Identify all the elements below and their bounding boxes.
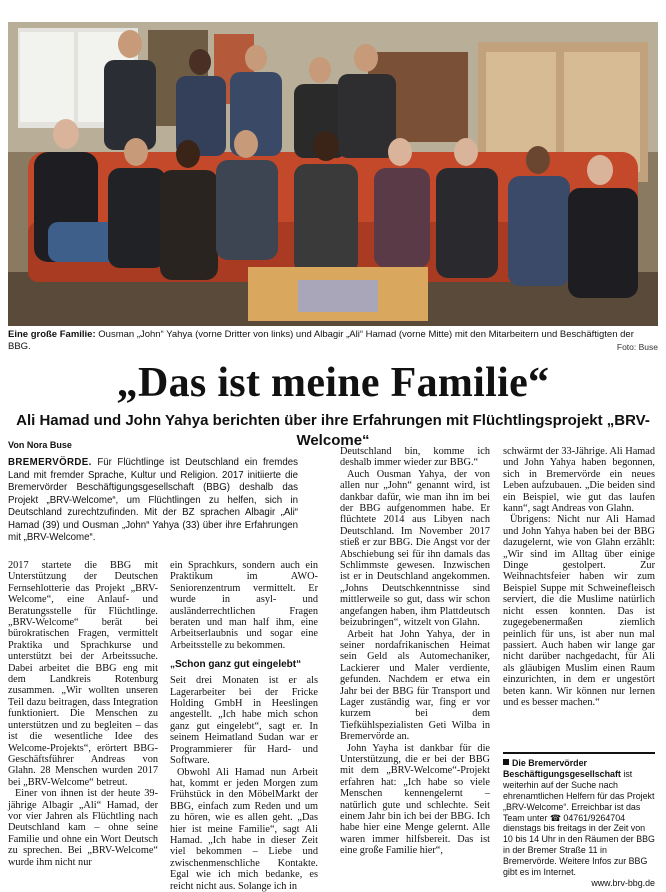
square-bullet-icon — [503, 759, 509, 765]
paragraph: John Yayha ist dankbar für die Unterstützung, die er bei der BBG mit dem „BRV-Welcome“-Projekt erfahren hat: „Ich habe so viele Menschen kennengelernt – natürlich gute und schlechte. Seit einem Jahr bin ich bei der BBG. Ich habe hier eine Menge gelernt. Alle waren immer hilfsbereit. Das ist eine große Familie hier“, — [340, 742, 490, 857]
paragraph: Arbeit hat John Yahya, der in seiner nordafrikanischen Heimat sein Geld als Automechaniker, Lackierer und Maler verdiente, gefunden. Nachdem er etwa ein Jahr bei der BBG für Transport und Lager zuständig war, fing er vor kurzem bei dem Tiefkühlspezialisten Geti Wilba in Bremervörde an. — [340, 628, 490, 743]
info-box — [503, 752, 655, 889]
info-box-title: Die Bremervörder Beschäftigungsgesellschaft — [503, 758, 621, 779]
info-box-text: ist weiterhin auf der Suche nach ehrenamtlichen Helfern für das Projekt „BRV-Welcome“. Erreichbar ist das Team unter ☎ 04761/9264704 dienstags bis freitags in der Zeit von 10 bis 14 Uhr in den Räumen der BBG in der Bremer Straße 11 in Bremervörde. Weitere Infos zur BBG gibt es im Internet. — [503, 768, 655, 878]
subheadline: Ali Hamad und John Yahya berichten über ihre Erfahrungen mit Flüchtlingsprojekt „BRV-Welcome“ — [16, 412, 650, 449]
photo-caption — [8, 329, 658, 352]
paragraph: schwärmt der 33-Jährige. Ali Hamad und John Yahya haben begonnen, sich in Bremervörde ein neues Leben aufzubauen. „Die beiden sind ein Beispiel, wie gut das laufen kann“, sagt Andreas von Glahn. — [503, 446, 655, 515]
intro-paragraph — [8, 457, 298, 545]
info-box-body — [503, 758, 655, 878]
paragraph: Deutschland bin, komme ich deshalb immer wieder zur BBG.“ — [340, 446, 490, 469]
paragraph: ein Sprachkurs, sondern auch ein Praktikum im AWO-Seniorenzentrum vermittelt. Er wurde in asyl- und ausländerrechtlichen Fragen beraten und man half ihm, eine Arbeitserlaubnis und sogar eine Arbeitsstelle zu bekommen. — [170, 560, 318, 651]
paragraph: Seit drei Monaten ist er als Lagerarbeiter bei der Fricke Holding GmbH in Heeslingen angestellt. „Ich habe mich schon ganz gut eingelebt“, sagt er. In seinem Heimatland Sudan war er Programmierer für Hard- und Software. — [170, 675, 318, 767]
caption-text: Ousman „John“ Yahya (vorne Dritter von links) und Albagir „Ali“ Hamad (vorne Mitte) mit den Mitarbeitern und Beschäftigten der BBG. — [8, 329, 634, 352]
paragraph: Übrigens: Nicht nur Ali Hamad und John Yahya haben bei der BBG dazugelernt, wie von Glahn erzählt: „Wir sind im Alltag über einige Dinge gestolpert. Zur Weihnachtsfeier haben wir zum Beispiel Suppe mit Schweinefleisch serviert, die die Muslime natürlich nicht essen konnten. Das ist zugegebenermaßen ziemlich peinlich für uns, ist aber nun mal passiert. Auch haben wir lange gar nicht darüber nachgedacht, für Ali als gläubigen Muslim einen Raum einzurichten, in dem er ungestört beten kann. Wir können nur lernen und es besser machen.“ — [503, 514, 655, 708]
photo-credit: Foto: Buse — [616, 342, 658, 352]
byline: Von Nora Buse — [8, 440, 72, 450]
article-column-1 — [8, 560, 158, 868]
paragraph: Einer von ihnen ist der heute 39-jährige Albagir „Ali“ Hamad, der vor vier Jahren als Flüchtling nach Deutschland kam – ohne seine Familie und ohne ein Wort Deutsch zu sprechen. Bei „BRV-Welcome“ wurde ihm nicht nur — [8, 788, 158, 868]
paragraph: Obwohl Ali Hamad nun Arbeit hat, kommt er jeden Morgen zum Frühstück in den MöbelMarkt der BBG, einfach zum Reden und um zu hören, wie es allen geht. „Das hier ist meine Familie“, sagt Ali Hamad. „Ich habe in dieser Zeit viel bekommen – Liebe und zwischenmenschliche Kontakte. Egal wie ich mich bedanke, es reicht nicht aus. Solange ich in — [170, 766, 318, 892]
paragraph: Auch Ousman Yahya, der von allen nur „John“ genannt wird, ist dankbar dafür, wie man ihn im bei der BBG aufgenommen habe. Er flüchtete 2014 aus Libyen nach Deutschland. Im November 2017 stieß er zur BBG. Die Angst vor der Abschiebung sei für ihn damals das Schlimmste gewesen. Inzwischen ist er in Deutschland angekommen. „Johns Deutschkenntnisse sind mittlerweile so gut, dass wir schon angefangen haben, ihm Plattdeutsch beizubringen“, witzelt von Glahn. — [340, 468, 490, 629]
caption-lead: Eine große Familie: — [8, 329, 96, 340]
paragraph: 2017 startete die BBG mit Unterstützung der Deutschen Fernsehlotterie das Projekt „BRV-Welcome“, eine Anlauf- und Beratungsstelle für Flüchtlinge. „BRV-Welcome“ berät bei bürokratischen Fragen, vermittelt Praktika und Sprachkurse und unterstützt bei der Arbeitssuche. Dabei arbeitet die BBG eng mit dem Landkreis Rotenburg zusammen. „Wir wollten unseren Teil dazu beitragen, dass Integration funktioniert. Die Menschen zu unterstützen und zu begleiten – das ist die wesentliche Idee des Welcome-Projekts“, erörtert BBG-Geschäftsführer Andreas von Glahn. 28 Menschen wurden 2017 bei „BRV-Welcome“ betreut. — [8, 560, 158, 788]
dateline: BREMERVÖRDE. — [8, 457, 92, 468]
intro-text: Für Flüchtlinge ist Deutschland ein fremdes Land mit fremder Sprache, Kultur und Religion. 2017 initiierte die Bremervörder Beschäftigungsgesellschaft (BBG) deshalb das Projekt „BRV-Welcome“, um Flüchtlingen zu helfen, sich in Deutschland zurechtzufinden. Mit der BZ sprachen Albagir „Ali“ Hamad (39) und Ousman „John“ Yahya (33) über ihre Erfahrungen mit „BRV-Welcome“. — [8, 457, 298, 543]
article-column-4 — [503, 446, 655, 708]
group-photo — [8, 22, 658, 326]
article-column-3 — [340, 446, 490, 857]
website-link[interactable]: www.brv-bbg.de — [591, 877, 655, 888]
section-subtitle: „Schon ganz gut eingelebt“ — [170, 659, 302, 671]
article-column-2 — [170, 560, 318, 892]
headline: „Das ist meine Familie“ — [116, 360, 550, 406]
